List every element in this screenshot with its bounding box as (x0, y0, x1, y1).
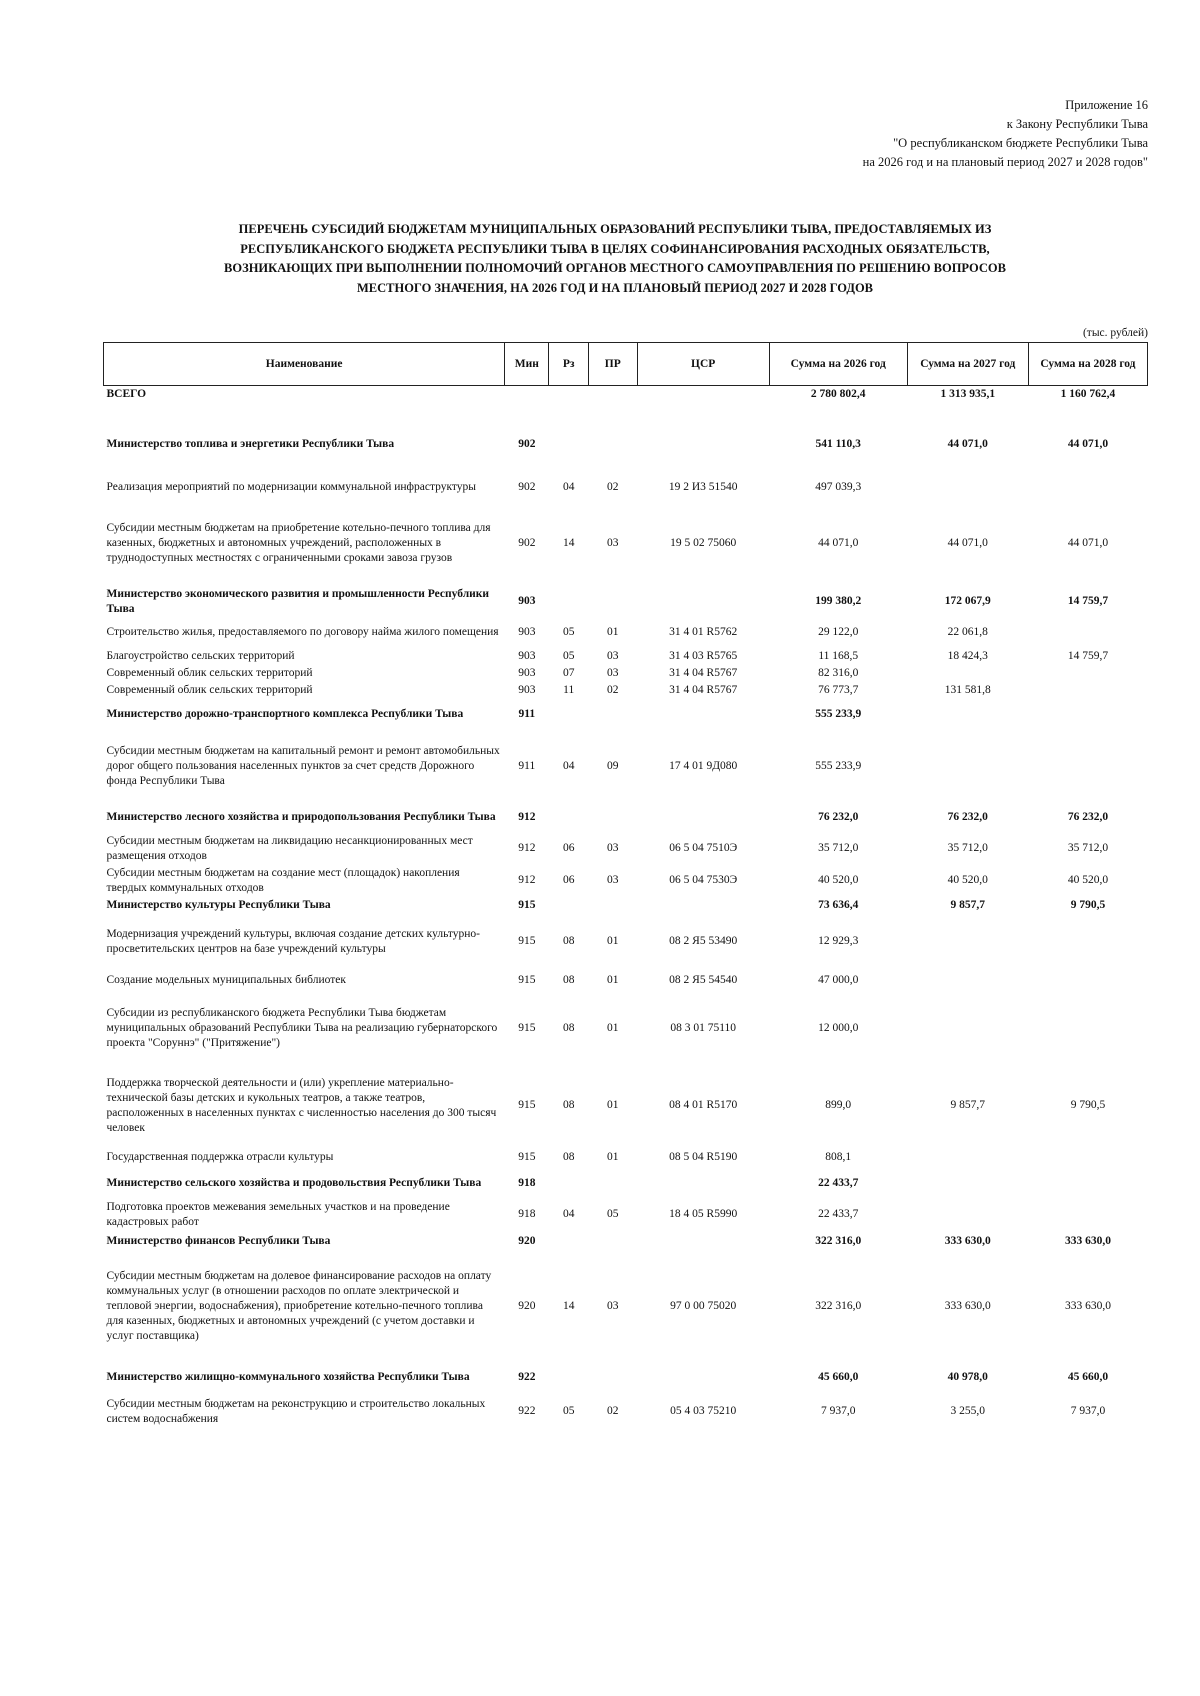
header-rz: Рз (549, 343, 589, 386)
row-sum-2026: 7 937,0 (820, 1405, 856, 1417)
row-rz (549, 416, 589, 474)
subsidies-table (103, 342, 1148, 1429)
row-name: Субсидии местным бюджетам на долевое финансирование расходов на оплату коммунальных услуг (в отношении расходов по оплате электрической и тепловой энергии, водоснабжения), приобретение котельно-печного топлива для казенных, бюджетных и автономных учреждений (с учетом доставки и услуг поставщика) (106, 1270, 492, 1342)
appendix-law: к Закону Республики Тыва (1006, 117, 1148, 131)
ministry-row (104, 1361, 1148, 1395)
row-sum-2027: 40 520,0 (947, 874, 988, 886)
row-csr: 08 2 Я5 53490 (669, 935, 738, 947)
row-name: Субсидии местным бюджетам на капитальный ремонт и ремонт автомобильных дорог общего пользования населенных пунктов за счет средств Дорожного фонда Республики Тыва (106, 745, 500, 787)
row-sum-2028 (1028, 699, 1147, 731)
row-sum-2026: 322 316,0 (815, 1300, 862, 1312)
row-csr: 19 2 И3 51540 (668, 481, 738, 493)
row-name: Министерство культуры Республики Тыва (106, 899, 331, 911)
row-rz: 04 (562, 760, 575, 772)
row-csr: 17 4 01 9Д080 (669, 760, 738, 772)
row-sum-2028: 45 660,0 (1067, 1371, 1109, 1383)
row-pr (589, 586, 638, 618)
row-name: Современный облик сельских территорий (106, 683, 313, 696)
header-sum-2028: Сумма на 2028 год (1028, 343, 1147, 386)
row-rz: 04 (562, 481, 575, 493)
row-sum-2028: 1 160 762,4 (1060, 388, 1116, 400)
title-line: МЕСТНОГО ЗНАЧЕНИЯ, НА 2026 ГОД И НА ПЛАНОВЫЙ ПЕРИОД 2027 И 2028 ГОДОВ (356, 280, 874, 295)
row-min: 903 (518, 683, 536, 696)
row-csr (637, 1361, 769, 1395)
appendix-law-title: "О республиканском бюджете Республики Тыва (893, 136, 1148, 150)
row-min: 915 (518, 1151, 536, 1163)
row-pr (589, 897, 638, 915)
row-sum-2028: 44 071,0 (1067, 537, 1109, 549)
row-sum-2027 (907, 993, 1028, 1065)
row-name: ВСЕГО (106, 388, 147, 400)
row-pr: 09 (607, 760, 619, 772)
row-csr (637, 1231, 769, 1253)
row-pr: 02 (607, 1405, 619, 1417)
row-rz: 14 (562, 537, 575, 549)
row-pr: 01 (607, 1022, 619, 1034)
row-min: 922 (518, 1405, 536, 1417)
row-sum-2026: 11 168,5 (818, 649, 859, 662)
row-rz (549, 1361, 589, 1395)
row-name: Министерство сельского хозяйства и продовольствия Республики Тыва (106, 1177, 482, 1189)
row-rz (549, 386, 589, 416)
row-name: Субсидии местным бюджетам на ликвидацию несанкционированных мест размещения отходов (106, 834, 473, 862)
row-name: Реализация мероприятий по модернизации коммунальной инфраструктуры (106, 481, 477, 493)
row-min: 915 (518, 935, 536, 947)
row-min: 903 (518, 649, 536, 662)
row-sum-2027: 40 978,0 (947, 1371, 988, 1383)
table-row (104, 1147, 1148, 1169)
row-sum-2026: 199 380,2 (815, 595, 862, 607)
row-pr (589, 386, 638, 416)
row-csr (637, 699, 769, 731)
row-sum-2026: 555 233,9 (815, 708, 862, 720)
row-sum-2026: 497 039,3 (815, 481, 862, 493)
row-rz: 06 (562, 842, 575, 854)
row-csr: 19 5 02 75060 (670, 537, 737, 549)
row-pr: 03 (607, 874, 619, 886)
row-sum-2027 (907, 699, 1028, 731)
title-line: ВОЗНИКАЮЩИХ ПРИ ВЫПОЛНЕНИИ ПОЛНОМОЧИЙ ОРГАНОВ МЕСТНОГО САМОУПРАВЛЕНИЯ ПО РЕШЕНИЮ ВОПРОСОВ (224, 261, 1006, 275)
table-row (104, 1253, 1148, 1361)
row-sum-2026: 47 000,0 (818, 974, 859, 986)
row-rz: 14 (562, 1300, 575, 1312)
row-rz (549, 1169, 589, 1199)
table-row (104, 682, 1148, 699)
row-sum-2026: 44 071,0 (818, 537, 859, 549)
row-name: Субсидии из республиканского бюджета Республики Тыва бюджетам муниципальных образований Республики Тыва на реализацию губернаторского проекта "Соруннэ" ("Притяжение") (106, 1007, 498, 1049)
row-pr: 01 (607, 935, 619, 947)
appendix-header (628, 96, 1148, 172)
row-name: Министерство топлива и энергетики Республики Тыва (106, 438, 395, 450)
ministry-row (104, 1169, 1148, 1199)
row-name: Субсидии местным бюджетам на приобретение котельно-печного топлива для казенных, бюджетных и автономных учреждений, расположенных в труднодоступных местностях с ограниченными сроками завоза грузов (106, 522, 491, 564)
row-rz: 07 (562, 666, 575, 679)
table-row (104, 502, 1148, 586)
row-sum-2026: 82 316,0 (818, 666, 859, 679)
row-pr: 05 (607, 1208, 619, 1220)
row-min: 918 (518, 1177, 536, 1189)
row-pr: 03 (607, 842, 619, 854)
row-sum-2026: 76 232,0 (818, 811, 859, 823)
row-sum-2027: 9 857,7 (950, 899, 985, 911)
row-sum-2028 (1028, 1169, 1147, 1199)
row-sum-2028: 14 759,7 (1067, 649, 1109, 662)
table-row (104, 648, 1148, 665)
row-sum-2026: 541 110,3 (815, 438, 861, 450)
row-sum-2028 (1028, 1147, 1147, 1169)
table-row (104, 1199, 1148, 1231)
row-pr: 03 (607, 649, 619, 662)
ministry-row (104, 416, 1148, 474)
row-sum-2026: 322 316,0 (815, 1235, 862, 1247)
row-sum-2026: 22 433,7 (818, 1177, 859, 1189)
row-pr: 01 (607, 626, 619, 638)
row-sum-2026: 12 929,3 (818, 935, 859, 947)
row-sum-2028 (1028, 915, 1147, 969)
table-row (104, 993, 1148, 1065)
row-pr (589, 1231, 638, 1253)
row-sum-2026: 29 122,0 (818, 626, 859, 638)
row-min: 912 (518, 842, 536, 854)
row-pr: 03 (607, 666, 619, 679)
row-pr (589, 416, 638, 474)
table-row (104, 618, 1148, 648)
row-sum-2028 (1028, 665, 1147, 682)
row-rz: 05 (562, 626, 575, 638)
row-sum-2027: 35 712,0 (947, 842, 988, 854)
row-min: 915 (518, 899, 536, 911)
row-pr (589, 699, 638, 731)
row-csr: 08 2 Я5 54540 (669, 974, 738, 986)
row-name: Благоустройство сельских территорий (106, 649, 295, 662)
row-csr: 06 5 04 7530Э (669, 874, 738, 886)
row-rz: 06 (562, 874, 575, 886)
row-pr (589, 803, 638, 833)
row-sum-2028: 35 712,0 (1067, 842, 1109, 854)
row-min: 903 (518, 666, 536, 679)
row-min: 918 (518, 1208, 536, 1220)
row-rz (549, 897, 589, 915)
row-sum-2027 (907, 1147, 1028, 1169)
row-sum-2028 (1028, 618, 1147, 648)
row-sum-2027: 172 067,9 (944, 595, 991, 607)
row-min: 920 (518, 1235, 536, 1247)
total-row (104, 386, 1148, 416)
ministry-row (104, 803, 1148, 833)
row-sum-2026: 35 712,0 (818, 842, 859, 854)
row-pr: 01 (607, 1151, 619, 1163)
row-sum-2027 (907, 474, 1028, 502)
header-csr: ЦСР (637, 343, 769, 386)
row-rz: 11 (563, 683, 575, 696)
row-min: 903 (518, 626, 536, 638)
table-row (104, 865, 1148, 897)
row-pr (589, 1169, 638, 1199)
appendix-law-period: на 2026 год и на плановый период 2027 и 2028 годов" (862, 155, 1148, 169)
row-rz (549, 586, 589, 618)
table-row (104, 1065, 1148, 1147)
row-sum-2027: 1 313 935,1 (940, 388, 996, 400)
table-row (104, 474, 1148, 502)
row-pr (589, 1361, 638, 1395)
row-min: 902 (518, 481, 536, 493)
row-csr (637, 803, 769, 833)
row-rz: 05 (562, 1405, 575, 1417)
title-line: ПЕРЕЧЕНЬ СУБСИДИЙ БЮДЖЕТАМ МУНИЦИПАЛЬНЫХ ОБРАЗОВАНИЙ РЕСПУБЛИКИ ТЫВА, ПРЕДОСТАВЛЯЕМЫХ ИЗ (238, 222, 992, 236)
row-sum-2027: 76 232,0 (947, 811, 988, 823)
header-pr: ПР (589, 343, 638, 386)
row-sum-2026: 808,1 (825, 1151, 852, 1163)
row-csr: 31 4 04 R5767 (669, 666, 738, 679)
units-note: (тыс. рублей) (1082, 327, 1148, 339)
row-sum-2027 (907, 969, 1028, 993)
row-csr: 08 3 01 75110 (670, 1022, 737, 1034)
row-csr: 05 4 03 75210 (670, 1405, 737, 1417)
row-csr (637, 1169, 769, 1199)
row-rz (549, 699, 589, 731)
ministry-row (104, 1231, 1148, 1253)
row-sum-2028: 14 759,7 (1067, 595, 1109, 607)
row-sum-2028: 333 630,0 (1064, 1300, 1111, 1312)
header-name: Наименование (104, 343, 505, 386)
row-sum-2027: 333 630,0 (944, 1235, 991, 1247)
row-sum-2027: 9 857,7 (950, 1099, 985, 1111)
row-name: Министерство жилищно-коммунального хозяйства Республики Тыва (106, 1371, 470, 1383)
row-sum-2026: 12 000,0 (818, 1022, 859, 1034)
row-csr: 08 5 04 R5190 (669, 1151, 738, 1163)
row-sum-2028: 7 937,0 (1070, 1405, 1106, 1417)
row-rz: 08 (562, 1022, 575, 1034)
row-sum-2027: 22 061,8 (947, 626, 988, 638)
row-name: Подготовка проектов межевания земельных участков и на проведение кадастровых работ (106, 1200, 450, 1228)
row-name: Субсидии местным бюджетам на создание мест (площадок) накопления твердых коммунальных отходов (106, 866, 460, 894)
row-name: Государственная поддержка отрасли культуры (106, 1151, 334, 1163)
row-sum-2027: 18 424,3 (947, 649, 988, 662)
table-row (104, 833, 1148, 865)
row-min: 915 (518, 1022, 536, 1034)
row-sum-2028: 44 071,0 (1067, 438, 1109, 450)
row-sum-2027: 3 255,0 (950, 1405, 985, 1417)
row-sum-2026: 2 780 802,4 (810, 388, 866, 400)
row-csr (637, 586, 769, 618)
row-sum-2028 (1028, 1199, 1147, 1231)
row-min: 902 (518, 438, 536, 450)
row-name: Министерство дорожно-транспортного комплекса Республики Тыва (106, 708, 464, 720)
row-rz: 08 (562, 974, 575, 986)
row-rz: 05 (562, 649, 575, 662)
row-sum-2026: 40 520,0 (818, 874, 859, 886)
row-pr: 03 (607, 537, 619, 549)
row-sum-2027: 44 071,0 (947, 537, 988, 549)
ministry-row (104, 699, 1148, 731)
row-sum-2028: 9 790,5 (1070, 1099, 1106, 1111)
row-sum-2026: 22 433,7 (818, 1208, 859, 1220)
ministry-row (104, 897, 1148, 915)
row-sum-2027 (907, 915, 1028, 969)
row-csr: 08 4 01 R5170 (669, 1099, 738, 1111)
row-min: 903 (518, 595, 536, 607)
row-csr (637, 897, 769, 915)
row-csr: 18 4 05 R5990 (669, 1208, 738, 1220)
row-min: 915 (518, 974, 536, 986)
row-pr: 02 (607, 481, 619, 493)
row-csr (637, 416, 769, 474)
row-sum-2028 (1028, 682, 1147, 699)
table-row (104, 731, 1148, 803)
row-sum-2027: 131 581,8 (944, 683, 991, 696)
row-name: Модернизация учреждений культуры, включая создание детских культурно-просветительских центров на базе учреждений культуры (106, 927, 480, 955)
row-sum-2026: 45 660,0 (818, 1371, 859, 1383)
row-rz: 04 (562, 1208, 575, 1220)
row-sum-2028 (1028, 731, 1147, 803)
header-sum-2026: Сумма на 2026 год (769, 343, 907, 386)
row-min: 912 (518, 811, 536, 823)
row-sum-2028: 76 232,0 (1067, 811, 1109, 823)
row-sum-2026: 555 233,9 (815, 760, 862, 772)
row-name: Министерство финансов Республики Тыва (106, 1235, 331, 1247)
ministry-row (104, 586, 1148, 618)
row-pr: 02 (607, 683, 619, 696)
row-sum-2028 (1028, 969, 1147, 993)
row-rz (549, 1231, 589, 1253)
header-min: Мин (505, 343, 549, 386)
row-name: Субсидии местным бюджетам на реконструкцию и строительство локальных систем водоснабжения (106, 1397, 486, 1425)
row-min: 902 (518, 537, 536, 549)
row-min: 920 (518, 1300, 536, 1312)
row-pr: 03 (607, 1300, 619, 1312)
row-sum-2028: 40 520,0 (1067, 874, 1109, 886)
row-sum-2028 (1028, 474, 1147, 502)
table-row (104, 969, 1148, 993)
table-header-row (104, 343, 1148, 386)
row-min: 915 (518, 1099, 536, 1111)
row-sum-2027 (907, 731, 1028, 803)
row-name: Создание модельных муниципальных библиотек (106, 974, 346, 986)
row-rz: 08 (562, 1099, 575, 1111)
row-name: Строительство жилья, предоставляемого по договору найма жилого помещения (106, 626, 499, 638)
row-name: Министерство лесного хозяйства и природопользования Республики Тыва (106, 811, 496, 823)
row-csr (637, 386, 769, 416)
title-line: РЕСПУБЛИКАНСКОГО БЮДЖЕТА РЕСПУБЛИКИ ТЫВА В ЦЕЛЯХ СОФИНАНСИРОВАНИЯ РАСХОДНЫХ ОБЯЗАТЕЛЬСТВ, (240, 241, 990, 256)
row-sum-2026: 76 773,7 (818, 683, 859, 696)
row-sum-2026: 899,0 (825, 1099, 852, 1111)
header-sum-2027: Сумма на 2027 год (907, 343, 1028, 386)
row-rz: 08 (562, 935, 575, 947)
row-name: Министерство экономического развития и промышленности Республики Тыва (106, 587, 490, 615)
row-sum-2028: 333 630,0 (1064, 1235, 1111, 1247)
row-rz: 08 (562, 1151, 575, 1163)
row-sum-2027: 44 071,0 (947, 438, 988, 450)
row-min: 912 (518, 874, 536, 886)
row-sum-2027 (907, 1199, 1028, 1231)
row-rz (549, 803, 589, 833)
row-sum-2027 (907, 665, 1028, 682)
row-csr: 97 0 00 75020 (670, 1300, 737, 1312)
row-name: Поддержка творческой деятельности и (или) укрепление материально-технической базы детских и кукольных театров, а также театров, расположенных в населенных пунктах с численностью населения до 300 тысяч человек (106, 1076, 497, 1134)
row-csr: 31 4 03 R5765 (669, 649, 738, 662)
row-sum-2028 (1028, 993, 1147, 1065)
table-row (104, 665, 1148, 682)
row-csr: 06 5 04 7510Э (669, 842, 738, 854)
table-row (104, 915, 1148, 969)
row-sum-2027 (907, 1169, 1028, 1199)
row-csr: 31 4 01 R5762 (669, 626, 738, 638)
row-sum-2028: 9 790,5 (1070, 899, 1106, 911)
row-min: 911 (518, 708, 536, 720)
appendix-number: Приложение 16 (1065, 98, 1148, 112)
row-csr: 31 4 04 R5767 (669, 683, 738, 696)
row-min: 911 (518, 760, 536, 772)
row-name: Современный облик сельских территорий (106, 666, 313, 679)
row-pr: 01 (607, 974, 619, 986)
document-title (95, 220, 1135, 298)
row-pr: 01 (607, 1099, 619, 1111)
row-sum-2026: 73 636,4 (818, 899, 859, 911)
row-min: 922 (518, 1371, 536, 1383)
row-min (505, 386, 549, 416)
row-sum-2027: 333 630,0 (944, 1300, 991, 1312)
table-row (104, 1395, 1148, 1429)
